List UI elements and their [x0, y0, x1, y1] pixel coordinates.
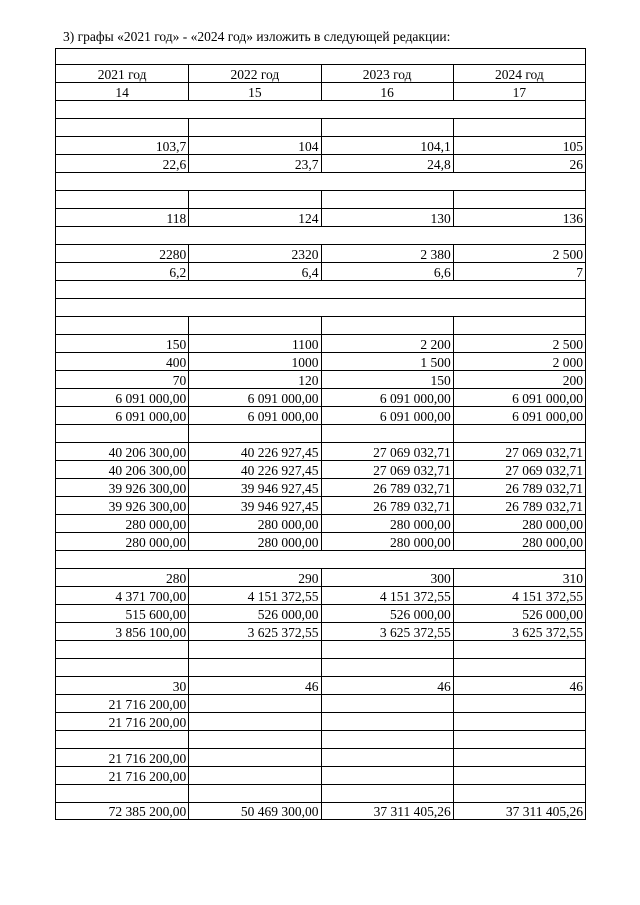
- table-cell: 46: [188, 677, 320, 694]
- table-cell: 526 000,00: [321, 605, 453, 622]
- table-row: [55, 208, 586, 226]
- table-cell: 6 091 000,00: [188, 407, 320, 424]
- table-cell: 280 000,00: [188, 533, 320, 550]
- table-row: [55, 478, 586, 496]
- table-cell: [321, 191, 453, 208]
- table-cell: 70: [172, 372, 187, 388]
- table-cell: 280 000,00: [125, 516, 187, 532]
- table-cell: 2 200: [321, 335, 453, 352]
- table-cell: 40 206 300,00: [108, 462, 187, 478]
- table-cell: 280 000,00: [321, 515, 453, 532]
- table-row: [55, 136, 586, 154]
- table-cell: 526 000,00: [453, 605, 585, 622]
- table-cell: 280 000,00: [125, 534, 187, 550]
- table-cell: [453, 119, 585, 136]
- table-cell: [321, 731, 453, 748]
- amendment-table: [55, 48, 586, 820]
- table-cell: [56, 101, 585, 118]
- table-cell: [56, 281, 585, 298]
- table-cell: 6 091 000,00: [115, 390, 187, 406]
- table-row: [55, 784, 586, 802]
- table-cell: 1100: [188, 335, 320, 352]
- table-cell: 26 789 032,71: [321, 497, 453, 514]
- amendment-heading: 3) графы «2021 год» - «2024 год» изложить в следующей редакции:: [63, 29, 451, 44]
- table-cell: 27 069 032,71: [321, 443, 453, 460]
- table-cell: 310: [453, 569, 585, 586]
- table-cell: [453, 317, 585, 334]
- table-cell: 200: [453, 371, 585, 388]
- table-cell: [188, 767, 320, 784]
- table-row: [55, 622, 586, 640]
- table-cell: [188, 731, 320, 748]
- table-cell: [453, 191, 585, 208]
- header-2023: 2023 год: [321, 65, 453, 82]
- table-cell: 27 069 032,71: [453, 443, 585, 460]
- table-cell: [321, 659, 453, 676]
- table-cell: [453, 425, 585, 442]
- table-cell: [188, 191, 320, 208]
- table-cell: 4 371 700,00: [115, 588, 187, 604]
- table-cell: 130: [321, 209, 453, 226]
- table-cell: [188, 425, 320, 442]
- table-cell: [321, 713, 453, 730]
- column-number: 15: [188, 83, 320, 100]
- table-cell: 72 385 200,00: [108, 803, 187, 819]
- table-cell: 400: [166, 354, 187, 370]
- table-cell: 280 000,00: [188, 515, 320, 532]
- table-cell: [321, 767, 453, 784]
- table-cell: 27 069 032,71: [321, 461, 453, 478]
- header-2022: 2022 год: [188, 65, 320, 82]
- table-cell: [188, 785, 320, 802]
- table-row: [55, 190, 586, 208]
- table-cell: [321, 119, 453, 136]
- table-cell: 1000: [188, 353, 320, 370]
- table-cell: [188, 119, 320, 136]
- table-cell: 280 000,00: [453, 533, 585, 550]
- table-cell: 3 856 100,00: [115, 624, 187, 640]
- table-cell: 280 000,00: [453, 515, 585, 532]
- table-cell: 37 311 405,26: [453, 803, 585, 819]
- table-cell: [188, 713, 320, 730]
- table-cell: [56, 119, 188, 136]
- table-cell: 4 151 372,55: [188, 587, 320, 604]
- table-cell: 23,7: [188, 155, 320, 172]
- table-cell: 515 600,00: [125, 606, 187, 622]
- table-cell: 39 926 300,00: [108, 480, 187, 496]
- table-cell: 2 000: [453, 353, 585, 370]
- table-row: [55, 100, 586, 118]
- table-cell: [453, 713, 585, 730]
- table-cell: 2320: [188, 245, 320, 262]
- table-row: [55, 154, 586, 172]
- table-cell: [321, 695, 453, 712]
- table-row: [55, 748, 586, 766]
- table-cell: [56, 317, 188, 334]
- table-cell: 6 091 000,00: [321, 389, 453, 406]
- table-cell: 6,6: [321, 263, 453, 280]
- table-cell: [188, 749, 320, 766]
- table-cell: 21 716 200,00: [108, 696, 187, 712]
- table-row: [55, 676, 586, 694]
- column-number: 14: [115, 84, 129, 100]
- table-cell: [321, 749, 453, 766]
- table-cell: 6,4: [188, 263, 320, 280]
- table-cell: 3 625 372,55: [321, 623, 453, 640]
- table-cell: 26: [453, 155, 585, 172]
- table-row: [55, 280, 586, 298]
- table-row: [55, 316, 586, 334]
- table-cell: 2 380: [321, 245, 453, 262]
- table-row: [55, 640, 586, 658]
- table-cell: 40 226 927,45: [188, 461, 320, 478]
- table-row: [55, 568, 586, 586]
- table-row: [55, 550, 586, 568]
- table-cell: 105: [453, 137, 585, 154]
- table-cell: 526 000,00: [188, 605, 320, 622]
- table-cell: 104,1: [321, 137, 453, 154]
- table-cell: 3 625 372,55: [188, 623, 320, 640]
- table-row: [55, 532, 586, 550]
- table-cell: 26 789 032,71: [453, 479, 585, 496]
- table-cell: 6 091 000,00: [453, 389, 585, 406]
- table-cell: 46: [453, 677, 585, 694]
- table-cell: 4 151 372,55: [453, 587, 585, 604]
- table-cell: 104: [188, 137, 320, 154]
- table-cell: 30: [172, 678, 187, 694]
- table-cell: [188, 695, 320, 712]
- table-cell: 39 926 300,00: [108, 498, 187, 514]
- table-row: [55, 118, 586, 136]
- table-row: [55, 370, 586, 388]
- table-row: [55, 334, 586, 352]
- table-cell: 40 226 927,45: [188, 443, 320, 460]
- table-cell: 6 091 000,00: [115, 408, 187, 424]
- table-cell: [453, 641, 585, 658]
- table-cell: 6 091 000,00: [321, 407, 453, 424]
- table-cell: 7: [453, 263, 585, 280]
- table-cell: 300: [321, 569, 453, 586]
- table-cell: 39 946 927,45: [188, 479, 320, 496]
- table-cell: 2 500: [453, 245, 585, 262]
- table-cell: [453, 749, 585, 766]
- table-cell: 26 789 032,71: [453, 497, 585, 514]
- table-cell: [188, 641, 320, 658]
- table-cell: 40 206 300,00: [108, 444, 187, 460]
- table-row: [55, 172, 586, 190]
- table-cell: [453, 731, 585, 748]
- table-cell: [56, 659, 188, 676]
- table-cell: 280: [166, 570, 187, 586]
- table-cell: [56, 551, 585, 568]
- table-cell: 4 151 372,55: [321, 587, 453, 604]
- table-row: [55, 298, 586, 316]
- table-cell: 3 625 372,55: [453, 623, 585, 640]
- table-row: [55, 262, 586, 280]
- table-row: [55, 442, 586, 460]
- table-cell: [453, 785, 585, 802]
- table-row: [55, 388, 586, 406]
- table-cell: 50 469 300,00: [188, 803, 320, 819]
- table-cell: 37 311 405,26: [321, 803, 453, 819]
- table-cell: 39 946 927,45: [188, 497, 320, 514]
- table-cell: [321, 785, 453, 802]
- table-cell: 150: [321, 371, 453, 388]
- table-cell: [56, 731, 188, 748]
- table-cell: 6 091 000,00: [453, 407, 585, 424]
- table-cell: 21 716 200,00: [108, 750, 187, 766]
- header-2021: 2021 год: [97, 66, 147, 82]
- table-cell: 6,2: [169, 264, 187, 280]
- table-row: [55, 730, 586, 748]
- table-cell: [56, 191, 188, 208]
- table-cell: 27 069 032,71: [453, 461, 585, 478]
- table-cell: [453, 767, 585, 784]
- table-cell: 120: [188, 371, 320, 388]
- table-cell: 150: [166, 336, 187, 352]
- table-cell: [321, 425, 453, 442]
- table-row: [55, 586, 586, 604]
- table-cell: [453, 659, 585, 676]
- table-row: [55, 460, 586, 478]
- table-cell: 26 789 032,71: [321, 479, 453, 496]
- table-row: [55, 694, 586, 712]
- header-2024: 2024 год: [453, 65, 585, 82]
- column-number: 16: [321, 83, 453, 100]
- table-cell: 290: [188, 569, 320, 586]
- table-cell: [56, 425, 188, 442]
- table-cell: 24,8: [321, 155, 453, 172]
- table-cell: [56, 641, 188, 658]
- table-cell: [321, 317, 453, 334]
- table-cell: 46: [321, 677, 453, 694]
- table-row: [55, 226, 586, 244]
- table-row: [55, 766, 586, 784]
- table-cell: [453, 695, 585, 712]
- table-cell: 103,7: [155, 138, 187, 154]
- table-cell: 22,6: [162, 156, 187, 172]
- table-cell: 6 091 000,00: [188, 389, 320, 406]
- table-cell: [56, 785, 188, 802]
- table-row: [55, 514, 586, 532]
- table-cell: 280 000,00: [321, 533, 453, 550]
- table-cell: 2280: [159, 246, 187, 262]
- table-cell: 2 500: [453, 335, 585, 352]
- table-cell: 124: [188, 209, 320, 226]
- column-number: 17: [453, 83, 585, 100]
- table-cell: [56, 173, 585, 190]
- table-row: [55, 352, 586, 370]
- column-number-row: [55, 82, 586, 100]
- table-title-row: [55, 48, 586, 64]
- table-row: [55, 712, 586, 730]
- table-cell: 1 500: [321, 353, 453, 370]
- table-row: [55, 406, 586, 424]
- table-row: [55, 604, 586, 622]
- table-row: [55, 496, 586, 514]
- table-cell: 136: [453, 209, 585, 226]
- table-cell: 118: [166, 210, 187, 226]
- table-cell: [188, 317, 320, 334]
- table-row: [55, 802, 586, 820]
- table-cell: [321, 641, 453, 658]
- table-cell: [56, 299, 585, 316]
- table-row: [55, 658, 586, 676]
- table-cell: 21 716 200,00: [108, 714, 187, 730]
- table-cell: [56, 49, 585, 64]
- table-row: [55, 424, 586, 442]
- table-cell: 21 716 200,00: [108, 768, 187, 784]
- year-header-row: [55, 64, 586, 82]
- table-cell: [188, 659, 320, 676]
- table-row: [55, 244, 586, 262]
- table-cell: [56, 227, 585, 244]
